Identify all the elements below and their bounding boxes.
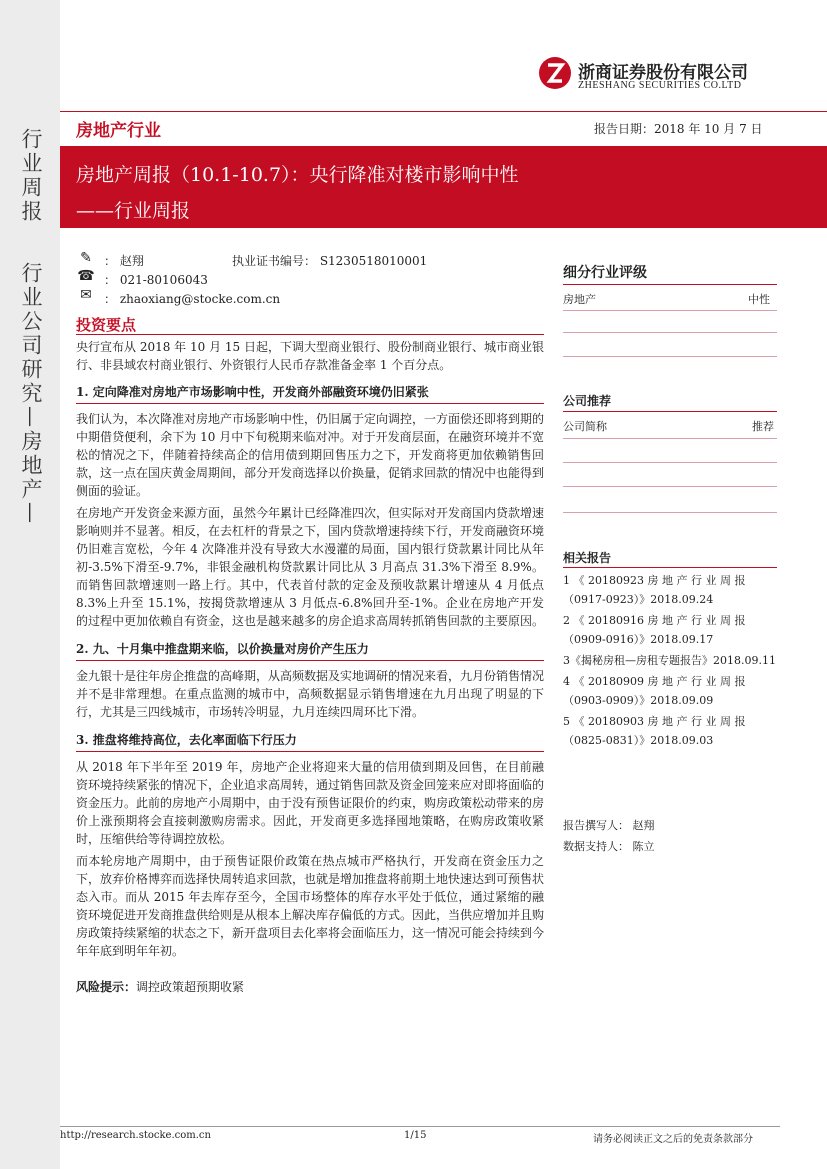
report-title: 房地产周报（10.1-10.7）：央行降准对楼市影响中性 <box>76 164 519 186</box>
company-col-1: 公司简称 <box>563 420 607 433</box>
rating-row-line-1 <box>563 310 777 311</box>
risk-label: 风险提示： <box>76 980 137 994</box>
company-row-line-1 <box>563 438 777 439</box>
rating-value: 中性 <box>748 293 770 306</box>
analyst-phone: ： 021-80106043 <box>104 273 208 287</box>
intro-paragraph: 央行宣布从 2018 年 10 月 15 日起，下调大型商业银行、股份制商业银行、城市商业银行、非县域农村商业银行、外资银行人民币存款准备金率 1 个百分点。 <box>76 340 544 372</box>
mail-icon: ✉ <box>80 287 92 303</box>
footer-line <box>60 1126 780 1127</box>
company-row-line-4 <box>563 512 777 513</box>
report-author: 报告撰写人： 赵翔 <box>563 819 655 832</box>
company-title: 公司推荐 <box>563 394 612 408</box>
related-report[interactable]: 3《揭秘房租—房租专题报告》2018.09.11 <box>563 654 776 667</box>
page-number: 1/15 <box>404 1130 427 1141</box>
section-2-title: 2. 九、十月集中推盘期来临，以价换量对房价产生压力 <box>76 642 369 656</box>
reports-title-line <box>563 567 777 568</box>
related-report[interactable]: 2 《 20180916 房 地 产 行 业 周 报（0909-0916）》2018.09.17 <box>563 614 746 646</box>
company-row-line-3 <box>563 486 777 487</box>
rating-row-line-3 <box>563 356 777 357</box>
section-3-paragraph-2: 而本轮房地产周期中，由于预售证限价政策在热点城市严格执行，开发商在资金压力之下，放弃价格博弈而选择快周转追求回款，也就是增加推盘将前期土地快速达到可预售状态入市。而从 2015 年去库存至今，全国市场整体的库存水平处于低位，通过紧缩的融资环境促进开发商推盘供给则是从根本上解决库存偏低的方式。因此，当供应增加并且购房政策持续紧缩的状态之下，新开盘项目去化率将会面临压力，这一情况可能会持续到今年年底到明年年初。 <box>76 854 545 958</box>
section-3-line <box>76 751 544 752</box>
section-3-title: 3. 推盘将维持高位，去化率面临下行压力 <box>76 733 297 747</box>
related-report[interactable]: 4 《 20180909 房 地 产 行 业 周 报（0903-0909）》2018.09.09 <box>563 675 746 707</box>
company-title-line <box>563 411 777 412</box>
data-support: 数据支持人： 陈立 <box>563 840 655 853</box>
risk-warning <box>76 978 544 995</box>
analyst-license: 执业证书编号： S1230518010001 <box>232 254 428 268</box>
rating-sector: 房地产 <box>563 293 596 306</box>
footer-disclaimer: 请务必阅读正文之后的免责条款部分 <box>593 1134 753 1145</box>
section-1-paragraph-2: 在房地产开发资金来源方面，虽然今年累计已经降准四次，但实际对开发商国内贷款增速影响则并不显著。相反，在去杠杆的背景之下，国内贷款增速持续下行，开发商融资环境仍旧难言宽松，今年 4 次降准并没有导致大水漫灌的局面，国内银行贷款累计同比从年初-3.5%下滑至-9.7%，非银金融机构贷款累计同比从 3 月高点 31.3%下滑至 8.9%。而销售回款增速则一路上行。其中，代表首付款的定金及预收款累计增速从 4 月低点 8.3%上升至 15.1%，按揭贷款增速从 3 月低点-6.8%回升至-1%。企业在房地产开发的过程中更加依赖自有资金，这也是越来越多的房企追求高周转抓销售回款的主要原因。 <box>76 506 545 628</box>
section-2-paragraph-1: 金九银十是往年房企推盘的高峰期，从高频数据及实地调研的情况来看，九月份销售情况并不是非常理想。在重点监测的城市中，高频数据显示销售增速在九月出现了明显的下行，尤其是三四线城市，市场转冷明显，九月连续四周环比下滑。 <box>76 669 545 719</box>
header-top-line <box>60 111 827 112</box>
company-name-en: ZHESHANG SECURITIES CO.LTD <box>578 80 742 91</box>
section-1-title: 1. 定向降准对房地产市场影响中性，开发商外部融资环境仍旧紧张 <box>76 385 429 399</box>
phone-icon: ☎ <box>77 268 95 284</box>
reports-title: 相关报告 <box>563 551 612 565</box>
report-date: 报告日期：2018 年 10 月 7 日 <box>594 122 763 136</box>
analyst-email[interactable]: ： zhaoxiang@stocke.com.cn <box>104 292 281 306</box>
analyst-name: ： 赵翔 <box>104 254 144 268</box>
company-name-cn: 浙商证券股份有限公司 <box>578 63 748 83</box>
section-1-line <box>76 403 544 404</box>
rating-row-line-2 <box>563 332 777 333</box>
sidebar-side-label: 行业公司研究—房地产— <box>19 262 43 526</box>
section-3-paragraph-1: 从 2018 年下半年至 2019 年，房地产企业将迎来大量的信用债到期及回售，在目前融资环境持续紧张的情况下，企业追求高周转，通过销售回款及资金回笼来应对即将面临的资金压力。此前的房地产小周期中，由于没有预售证限价的约束，购房政策松动带来的房价上涨预期将会直接刺激购房需求。因此，开发商更多选择囤地策略，在购房政策收紧时，压缩供给等待调控放松。 <box>76 760 545 846</box>
main-body <box>76 338 544 995</box>
heading-underline <box>76 334 544 335</box>
section-heading: 投资要点 <box>76 316 137 334</box>
related-report[interactable]: 1 《 20180923 房 地 产 行 业 周 报（0917-0923）》2018.09.24 <box>563 574 746 606</box>
footer-url[interactable]: http://research.stocke.com.cn <box>60 1130 211 1141</box>
sidebar-top-label: 行业周报 <box>19 128 43 224</box>
pen-icon: ✎ <box>80 250 92 266</box>
company-row-line-2 <box>563 462 777 463</box>
industry-label: 房地产行业 <box>76 121 161 141</box>
related-reports-list <box>563 571 777 752</box>
report-subtitle: ——行业周报 <box>76 200 191 222</box>
company-logo-icon <box>538 56 572 90</box>
company-col-2: 推荐 <box>752 420 774 433</box>
rating-title-line <box>563 284 777 285</box>
rating-title: 细分行业评级 <box>563 265 647 281</box>
section-1-paragraph-1: 我们认为，本次降准对房地产市场影响中性，仍旧属于定向调控，一方面偿还即将到期的中期借贷便利，余下为 10 月中下旬税期来临对冲。对于开发商层面，在融资环境并不宽松的情况之下，伴随着持续高企的信用债到期回售压力之下，开发商将更加依赖销售回款，这一点在国庆黄金周期间，部分开发商选择以价换量，促销求回款的情况中也能得到侧面的验证。 <box>76 412 545 498</box>
section-2-line <box>76 660 544 661</box>
risk-text: 调控政策超预期收紧 <box>136 980 245 994</box>
related-report[interactable]: 5 《 20180903 房 地 产 行 业 周 报（0825-0831）》2018.09.03 <box>563 715 746 747</box>
